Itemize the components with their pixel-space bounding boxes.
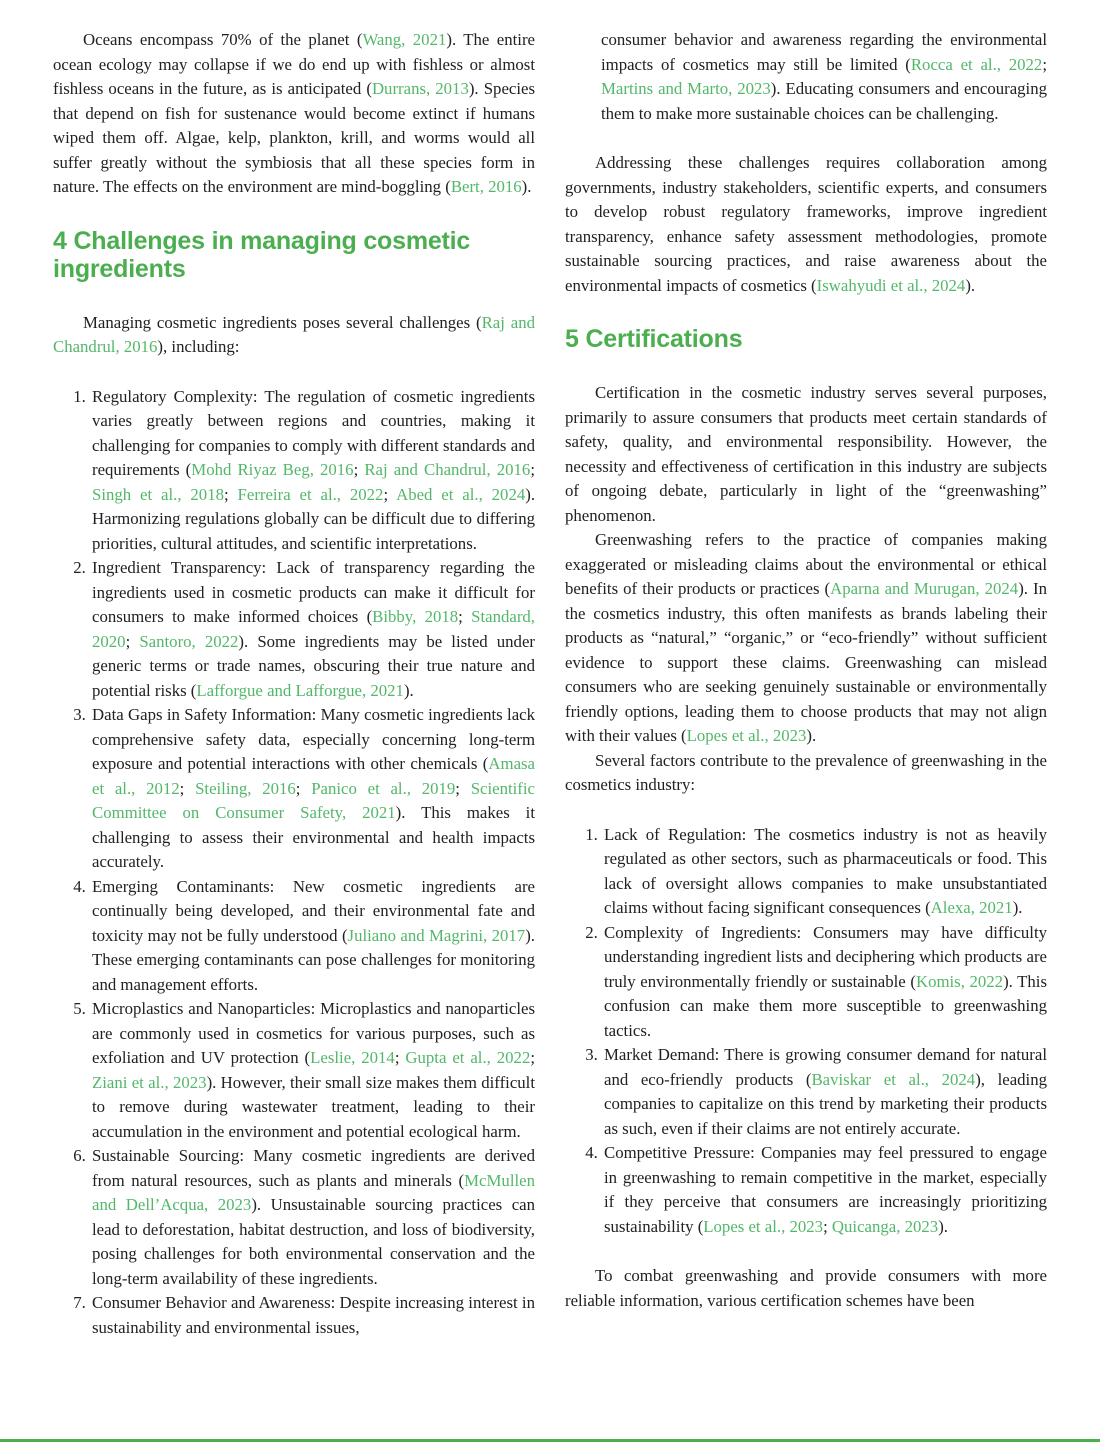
list-item: 4. Emerging Contaminants: New cosmetic ingredients are continually being developed, and their environmental fate and toxicity may not be fully understood (Juliano and Magrini, 2017). These emerging contaminants can pose challenges for monitoring and management efforts. — [90, 875, 535, 998]
citation-link[interactable]: Ferreira et al., 2022 — [237, 484, 384, 504]
challenges-lead-paragraph: Managing cosmetic ingredients poses several challenges (Raj and Chandrul, 2016), including: — [53, 312, 535, 356]
citation-link[interactable]: Ziani et al., 2023 — [92, 1072, 207, 1092]
list-item: 1. Regulatory Complexity: The regulation of cosmetic ingredients varies greatly between regions and countries, making it challenging for companies to comply with different standards and requirements (Mohd Riyaz Beg, 2016; Raj and Chandrul, 2016; Singh et al., 2018; Ferreira et al., 2022; Abed et al., 2024). Harmonizing regulations globally can be difficult due to differing priorities, cultural attitudes, and scientific interpretations. — [90, 385, 535, 557]
citation-link[interactable]: Raj and Chandrul, 2016 — [364, 460, 531, 479]
citation-link[interactable]: Wang, 2021 — [362, 30, 447, 49]
factors-lead-paragraph: Several factors contribute to the prevalence of greenwashing in the cosmetics industry: — [565, 750, 1047, 794]
citation-link[interactable]: Baviskar et al., 2024 — [811, 1069, 976, 1089]
citation-link[interactable]: McMullen and Dell’Acqua, 2023 — [92, 1170, 535, 1214]
citation-link[interactable]: Steiling, 2016 — [195, 778, 296, 798]
closing-paragraph: To combat greenwashing and provide consumers with more reliable information, various certification schemes have been — [565, 1266, 1047, 1310]
citation-link[interactable]: Panico et al., 2019 — [311, 778, 456, 798]
list-item: 2. Complexity of Ingredients: Consumers may have difficulty understanding ingredient lists and deciphering which products are truly environmentally friendly or sustainable (Komis, 2022). This confusion can make them more susceptible to greenwashing tactics. — [602, 921, 1047, 1044]
greenwashing-factors-list — [565, 823, 1047, 1240]
list-item: 3. Market Demand: There is growing consumer demand for natural and eco-friendly products (Baviskar et al., 2024), leading companies to capitalize on this trend by marketing their products as such, even if their claims are not entirely accurate. — [602, 1043, 1047, 1141]
ocean-intro-paragraph: Oceans encompass 70% of the planet (Wang, 2021). The entire ocean ecology may collapse if we do end up with fishless or almost fishless oceans in the future, as is anticipated (Durrans, 2013). Species that depend on fish for sustenance would become extinct if humans wiped them off. Algae, kelp, plankton, krill, and worms would all suffer greatly without the symbiosis that all these species form in nature. The effects on the environment are mind-boggling (Bert, 2016). — [53, 30, 535, 196]
citation-link[interactable]: Rocca et al., 2022 — [910, 54, 1043, 74]
left-column — [53, 28, 535, 1340]
section-5-heading: 5 Certifications — [565, 325, 743, 353]
citation-link[interactable]: Aparna and Murugan, 2024 — [830, 579, 1019, 598]
certification-intro-paragraph: Certification in the cosmetic industry serves several purposes, primarily to assure consumers that products meet certain standards of safety, quality, and environmental responsibility. However, the necessity and effectiveness of certification in this industry are subjects of ongoing debate, particularly in light of the “greenwashing” phenomenon. — [565, 383, 1047, 525]
citation-link[interactable]: Mohd Riyaz Beg, 2016 — [191, 460, 354, 479]
citation-link[interactable]: Abed et al., 2024 — [396, 484, 526, 504]
challenges-list — [53, 385, 535, 1341]
list-item: 3. Data Gaps in Safety Information: Many cosmetic ingredients lack comprehensive safety data, especially concerning long-term exposure and potential interactions with other chemicals (Amasa et al., 2012; Steiling, 2016; Panico et al., 2019; Scientific Committee on Consumer Safety, 2021). This makes it challenging to assess their environmental and health impacts accurately. — [90, 703, 535, 875]
greenwashing-paragraph: Greenwashing refers to the practice of companies making exaggerated or misleading claims about the environmental or ethical benefits of their products or practices (Aparna and Murugan, 2024). In the cosmetics industry, this often manifests as brands labeling their products as “natural,” “organic,” or “eco-friendly” without sufficient evidence to support these claims. Greenwashing can mislead consumers who are seeking genuinely sustainable or environmentally friendly options, leading them to choose products that may not align with their values (Lopes et al., 2023). — [565, 530, 1047, 745]
citation-link[interactable]: Alexa, 2021 — [930, 898, 1013, 917]
list-item: 5. Microplastics and Nanoparticles: Microplastics and nanoparticles are commonly used in cosmetics for various purposes, such as exfoliation and UV protection (Leslie, 2014; Gupta et al., 2022; Ziani et al., 2023). However, their small size makes them difficult to remove during wastewater treatment, leading to their accumulation in the environment and potential ecological harm. — [90, 997, 535, 1144]
citation-link[interactable]: Quicanga, 2023 — [831, 1216, 939, 1236]
citation-link[interactable]: Singh et al., 2018 — [92, 484, 224, 504]
citation-link[interactable]: Leslie, 2014 — [310, 1048, 395, 1067]
list-item: 6. Sustainable Sourcing: Many cosmetic ingredients are derived from natural resources, such as plants and minerals (McMullen and Dell’Acqua, 2023). Unsustainable sourcing practices can lead to deforestation, habitat destruction, and loss of biodiversity, posing challenges for both environmental conservation and the long-term availability of these ingredients. — [90, 1144, 535, 1291]
citation-link[interactable]: Raj and Chandrul, 2016 — [53, 312, 535, 356]
addressing-paragraph: Addressing these challenges requires collaboration among governments, industry stakeholders, scientific experts, and consumers to develop robust regulatory frameworks, improve ingredient transparency, enhance safety assessment methodologies, promote sustainable sourcing practices, and raise awareness about the environmental impacts of cosmetics (Iswahyudi et al., 2024). — [565, 153, 1047, 295]
list-item: 2. Ingredient Transparency: Lack of transparency regarding the ingredients used in cosmetic products can make it difficult for consumers to make informed choices (Bibby, 2018; Standard, 2020; Santoro, 2022). Some ingredients may be listed under generic terms or trade names, obscuring their true nature and potential risks (Lafforgue and Lafforgue, 2021). — [90, 556, 535, 703]
citation-link[interactable]: Bibby, 2018 — [372, 607, 459, 626]
citation-link[interactable]: Martins and Marto, 2023 — [601, 79, 771, 98]
list-item: 7. Consumer Behavior and Awareness: Despite increasing interest in sustainability and environmental issues, — [90, 1291, 535, 1340]
right-column — [565, 28, 1047, 1340]
citation-link[interactable]: Iswahyudi et al., 2024 — [816, 275, 966, 295]
citation-link[interactable]: Lopes et al., 2023 — [703, 1216, 824, 1236]
list-item: 4. Competitive Pressure: Companies may feel pressured to engage in greenwashing to remain competitive in the market, especially if they perceive that consumers are increasingly prioritizing sustainability (Lopes et al., 2023; Quicanga, 2023). — [602, 1141, 1047, 1239]
citation-link[interactable]: Standard, 2020 — [92, 607, 536, 651]
citation-link[interactable]: Bert, 2016 — [450, 177, 522, 196]
citation-link[interactable]: Lafforgue and Lafforgue, 2021 — [196, 680, 404, 700]
item7-continuation-paragraph: consumer behavior and awareness regarding the environmental impacts of cosmetics may still be limited (Rocca et al., 2022; Martins and Marto, 2023). Educating consumers and encouraging them to make more sustainable choices can be challenging. — [601, 30, 1047, 123]
section-4-heading: 4 Challenges in managing cosmetic ingredients — [53, 226, 471, 283]
citation-link[interactable]: Gupta et al., 2022 — [405, 1048, 531, 1067]
citation-link[interactable]: Santoro, 2022 — [139, 631, 239, 651]
citation-link[interactable]: Scientific Committee on Consumer Safety, 2021 — [92, 778, 535, 822]
citation-link[interactable]: Lopes et al., 2023 — [686, 726, 807, 745]
list-item: 1. Lack of Regulation: The cosmetics industry is not as heavily regulated as other sectors, such as pharmaceuticals or food. This lack of oversight allows companies to make unsubstantiated claims without facing significant consequences (Alexa, 2021). — [602, 823, 1047, 921]
citation-link[interactable]: Komis, 2022 — [915, 971, 1004, 991]
citation-link[interactable]: Amasa et al., 2012 — [92, 754, 535, 798]
citation-link[interactable]: Juliano and Magrini, 2017 — [347, 925, 526, 945]
citation-link[interactable]: Durrans, 2013 — [371, 79, 469, 98]
